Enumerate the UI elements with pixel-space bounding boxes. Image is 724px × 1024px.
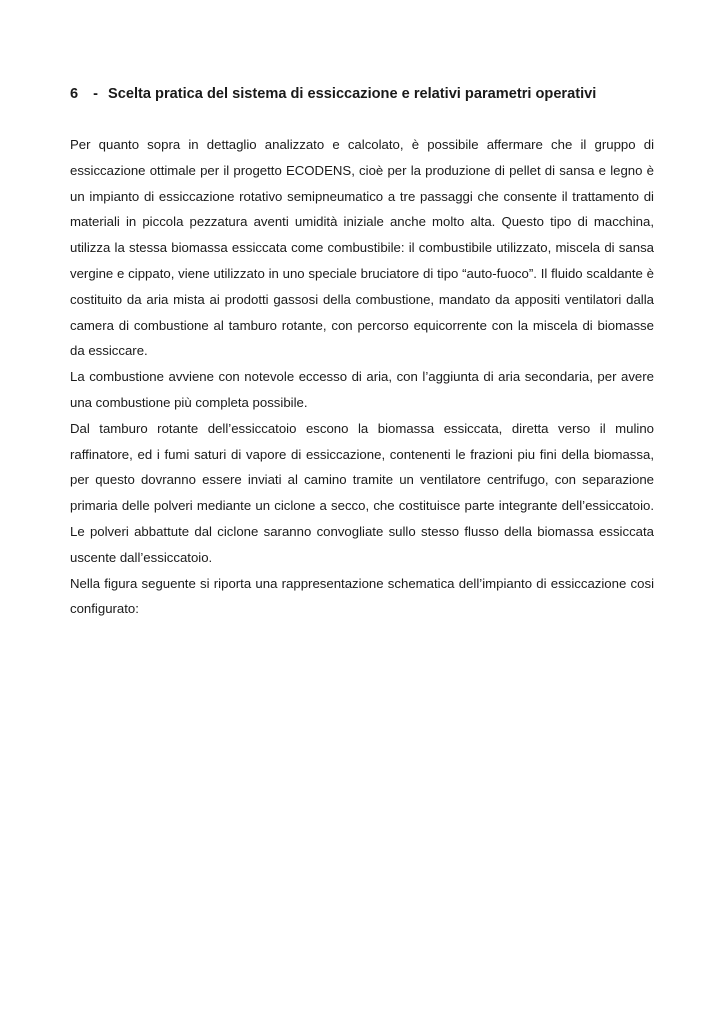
paragraph-rotating-drum: Dal tamburo rotante dell’essiccatoio escono la biomassa essiccata, diretta verso il mulino raffinatore, ed i fumi saturi di vapore di essiccazione, contenenti le frazioni piu fini della biomassa, per questo dovranno essere inviati al camino tramite un ventilatore centrifugo, con separazione primaria delle polveri mediante un ciclone a secco, che costituisce parte integrante dell’essiccatoio. Le polveri abbattute dal ciclone saranno convogliate sullo stesso flusso della biomassa essiccata uscente dall’essiccatoio. [70, 420, 654, 565]
body-text [70, 132, 654, 622]
paragraph-combustion: La combustione avviene con notevole eccesso di aria, con l’aggiunta di aria secondaria, per avere una combustione più completa possibile. [70, 369, 654, 410]
section-number: 6 [70, 86, 79, 102]
section-title: Scelta pratica del sistema di essiccazione e relativi parametri operativi [108, 86, 597, 102]
paragraph-drying-system: Per quanto sopra in dettaglio analizzato e calcolato, è possibile affermare che il gruppo di essiccazione ottimale per il progetto ECODENS, cioè per la produzione di pellet di sansa e legno è un impianto di essiccazione rotativo semipneumatico a tre passaggi che consente il trattamento di materiali in piccola pezzatura aventi umidità iniziale anche molto alta. Questo tipo di macchina, utilizza la stessa biomassa essiccata come combustibile: il combustibile utilizzato, miscela di sansa vergine e cippato, viene utilizzato in uno speciale bruciatore di tipo “auto-fuoco”. Il fluido scaldante è costituito da aria mista ai prodotti gassosi della combustione, mandato da appositi ventilatori dalla camera di combustione al tamburo rotante, con percorso equicorrente con la miscela di biomasse da essiccare. [70, 137, 654, 359]
section-heading [70, 86, 660, 102]
section-separator: - [93, 86, 98, 102]
paragraph-figure-intro: Nella figura seguente si riporta una rappresentazione schematica dell’impianto di essiccazione cosi configurato: [70, 575, 654, 617]
